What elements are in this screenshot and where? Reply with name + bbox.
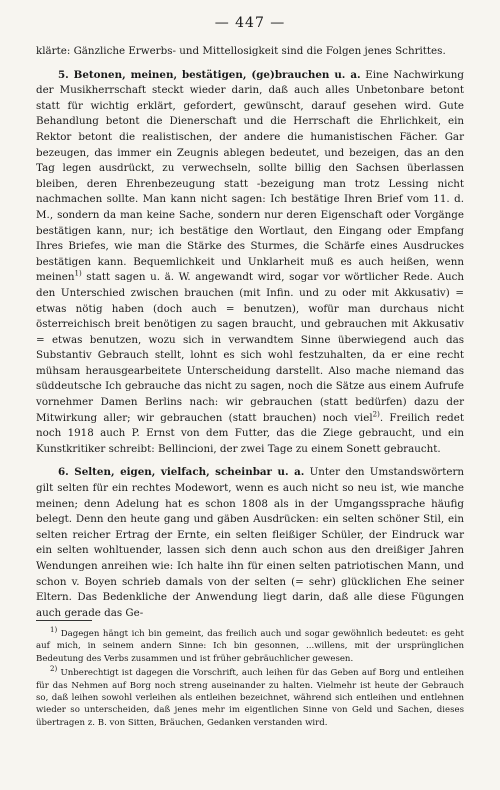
section-5-paragraph — [36, 68, 464, 458]
main-text — [36, 44, 464, 621]
section-6-heading: 6. Selten, eigen, vielfach, scheinbar u. a. — [58, 466, 305, 479]
footnote-2-mark: 2) — [50, 665, 58, 674]
section-5-heading: 5. Betonen, meinen, bestätigen, (ge)brauchen u. a. — [58, 68, 361, 81]
page-number: — 447 — — [214, 15, 286, 31]
footnote-2 — [36, 667, 464, 729]
footnote-1 — [36, 628, 464, 665]
section-5-text-b: statt sagen u. ä. W. angewandt wird, sogar vor wörtlicher Rede. Auch den Unterschied zwischen brauchen (mit Infin. und zu oder mit Akkusativ) = etwas nötig haben (doch auch = benutzen), wofür man durchaus nicht österreichisch breit benötigen zu sagen braucht, und gebrauchen mit Akkusativ = etwas benutzen, wozu sich in verwandtem Sinne überwiegend auch das Substantiv Gebrauch stellt, lohnt es sich wohl festzuhalten, da er eine recht mühsam herausgearbeitete Unterscheidung darstellt. Also mache niemand das süddeutsche Ich gebrauche das nicht zu sagen, noch die Sätze aus einem Aufrufe vornehmer Damen Berlins nach: wir gebrauchen (statt bedürfen) dazu der Mitwirkung aller; wir gebrauchen (statt brauchen) noch viel — [36, 271, 464, 424]
footnote-ref-2[interactable]: 2) — [372, 410, 380, 419]
section-5-text-c: . Freilich redet noch 1918 auch P. Ernst von dem Futter, das die Ziege gebraucht, und ein Kunstkritiker schreibt: Bellincioni, der zwei Tage zu einem Sonett gebraucht. — [36, 411, 464, 455]
footnote-1-text: Dagegen hängt ich bin gemeint, das freilich auch und sogar gewöhnlich bedeutet: es geht auf mich, in seinem andern Sinne: Ich bin gesonnen, ...willens, mit der ursprünglichen Bedeutung des Verbs zusammen und ist früher gebräuchlicher gewesen. — [36, 629, 464, 664]
footnote-1-mark: 1) — [50, 626, 58, 635]
section-6-text: Unter den Umstandswörtern gilt selten für ein rechtes Modewort, wenn es auch nicht so neu ist, wie manche meinen; denn Adelung hat es schon 1808 als in der Umgangssprache häufig belegt. Denn den heute gang und gäben Ausdrücken: ein selten schöner Stil, ein selten reicher Ertrag der Ernte, ein selten fleißiger Schüler, der Eindruck war ein selten wohltuender, lassen sich denn auch schon aus den dreißiger Jahren Wendungen anreihen wie: Ich halte ihn für einen selten patriotischen Mann, und schon v. Boyen schrieb damals von der selten (= sehr) glücklichen Ehe seiner Eltern. Das Bedenkliche der Anwendung liegt darin, daß alle diese Fügungen auch gerade das Ge- — [36, 466, 465, 619]
footnotes — [36, 628, 464, 729]
footnote-divider — [36, 620, 92, 621]
footnote-ref-1[interactable]: 1) — [74, 269, 82, 278]
section-5-text-a: Eine Nachwirkung der Musikherrschaft steckt wieder darin, daß auch alles Unbetonbare betont statt für wichtig erklärt, gefordert, gewünscht, darauf gesehen wird. Gute Behandlung betont die Dienerschaft und die Herrschaft die Ehrlichkeit, ein Rektor betont die realistischen, der andere die humanistischen Fächer. Gar bezeugen, das immer ein Zeugnis ablegen bedeutet, und bezeigen, das an den Tag legen ausdrückt, zu verwechseln, sollte billig den Sachsen überlassen bleiben, deren Ehrenbezeugung statt -bezeigung man trotz Lessing nicht nachmachen sollte. Man kann nicht sagen: Ich bestätige Ihren Brief vom 11. d. M., sondern da man keine Sache, sondern nur deren Eigenschaft oder Vorgänge bestätigen kann, nur; ich bestätige den Wortlaut, den Eingang oder Empfang Ihres Briefes, wie man die Stärke des Sturmes, die Schärfe eines Ausdruckes bestätigen kann. Bequemlichkeit und Unklarheit muß es auch heißen, wenn meinen — [36, 68, 464, 284]
footnote-2-text: Unberechtigt ist dagegen die Vorschrift, auch leihen für das Geben auf Borg und entleihen für das Nehmen auf Borg noch streng auseinander zu halten. Vielmehr ist heute der Gebrauch so, daß leihen sowohl verleihen als entleihen bezeichnet, während sich entleihen und entlehnen wieder so unterscheiden, daß jenes mehr im eigentlichen Sinne von Geld und Sachen, dieses übertragen z. B. von Sitten, Bräuchen, Gedanken verstanden wird. — [36, 668, 464, 728]
carry-over-paragraph: klärte: Gänzliche Erwerbs- und Mittellosigkeit sind die Folgen jenes Schrittes. — [36, 45, 446, 57]
section-6-paragraph — [36, 465, 464, 621]
